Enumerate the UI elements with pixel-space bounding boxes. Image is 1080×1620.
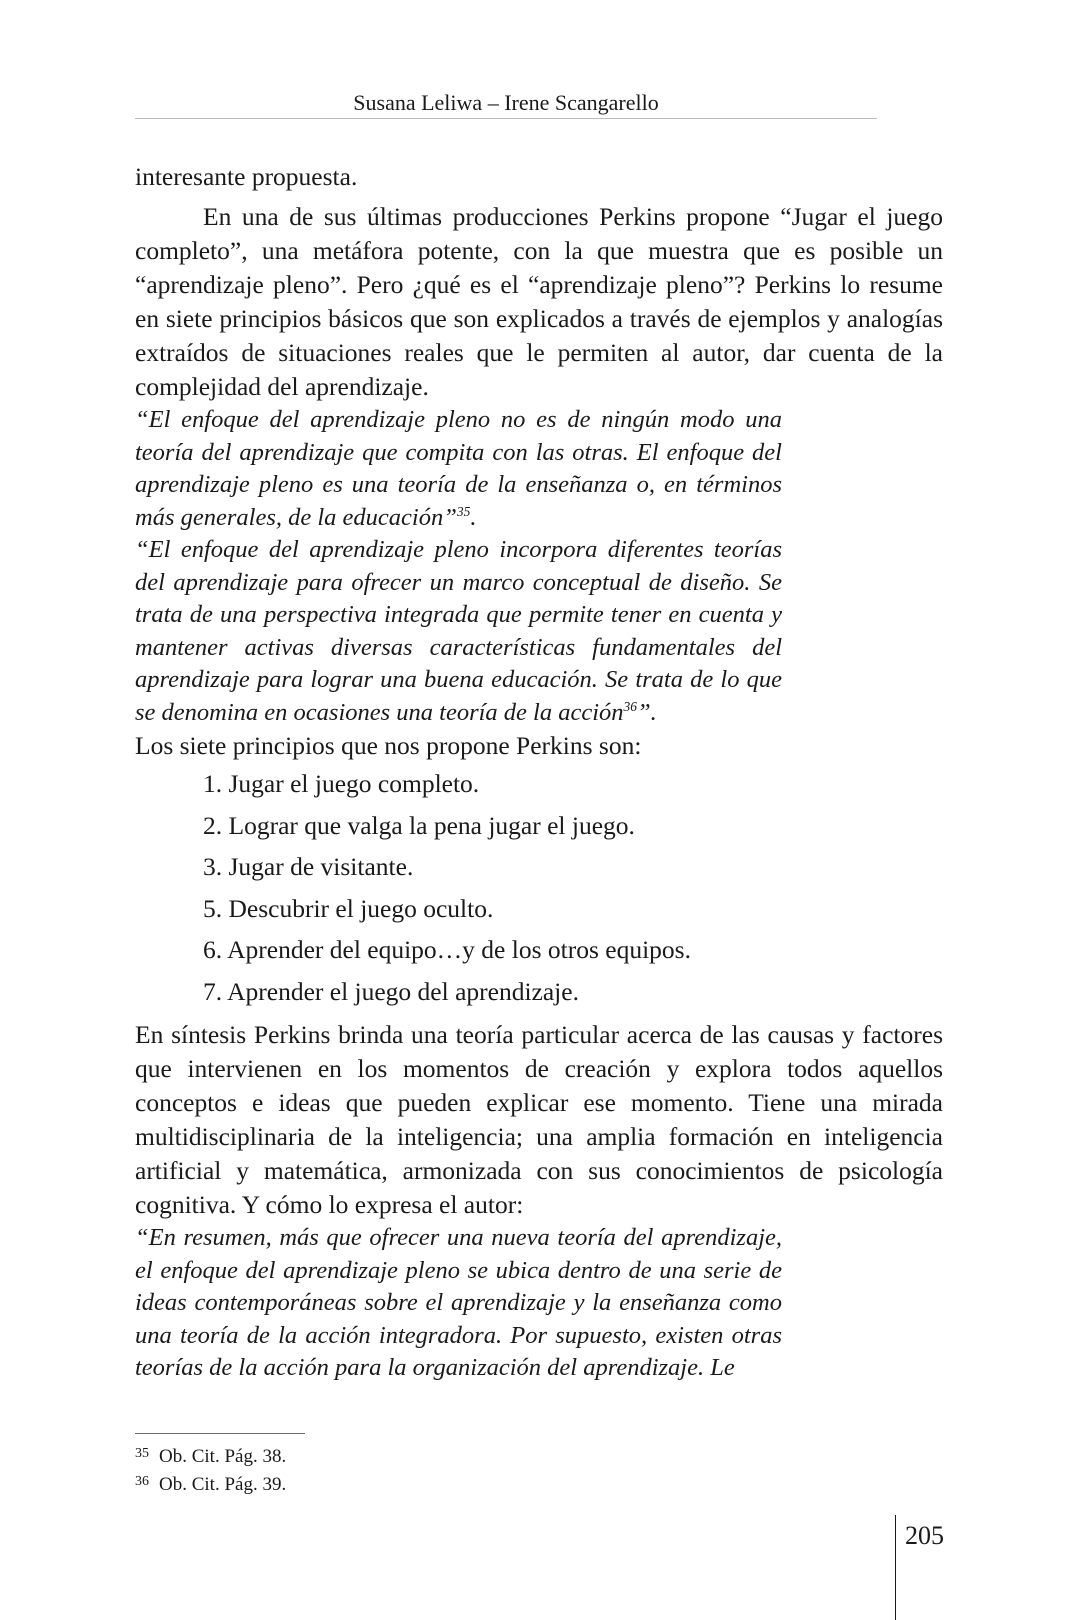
paragraph-synthesis: En síntesis Perkins brinda una teoría particular acerca de las causas y factores que intervienen en los momentos de creación y explora todos aquellos conceptos e ideas que pueden explicar ese momento. Tiene una mirada multidisciplinaria de la inteligencia; una amplia formación en inteligencia artificial y matemática, armonizada con sus conocimientos de psicología cognitiva. Y cómo lo expresa el autor: xyxy=(135,1020,943,1219)
list-item: 2. Lograr que valga la pena jugar el juego. xyxy=(203,810,635,840)
quote-1-text: “El enfoque del aprendizaje pleno no es de ningún modo una teoría del aprendizaje que compita con las otras. El enfoque del aprendizaje pleno es una teoría de la enseñanza o, en términos más generales, de la educación” xyxy=(135,406,782,531)
block-quote-3: “En resumen, más que ofrecer una nueva teoría del aprendizaje, el enfoque del aprendizaje pleno se ubica dentro de una serie de ideas contemporáneas sobre el aprendizaje y la enseñanza como una teoría de la acción integradora. Por supuesto, existen otras teorías de la acción para la organización del aprendizaje. Le xyxy=(135,1224,782,1381)
paragraph-perkins-intro: En una de sus últimas producciones Perkins propone “Jugar el juego completo”, una metáfora potente, con la que muestra que es posible un “aprendizaje pleno”. Pero ¿qué es el “aprendizaje pleno”? Perkins lo resume en siete principios básicos que son explicados a través de ejemplos y analogías extraídos de situaciones reales que le permiten al autor, dar cuenta de la complejidad del aprendizaje. xyxy=(135,202,943,401)
quote-2-end: ”. xyxy=(637,698,657,726)
footnote-text: Ob. Cit. Pág. 39. xyxy=(159,1474,287,1495)
footnote-35 xyxy=(135,1441,635,1469)
list-item: 5. Descubrir el juego oculto. xyxy=(203,893,494,923)
principles-list xyxy=(203,763,943,1012)
header-divider xyxy=(135,118,877,119)
list-item: 1. Jugar el juego completo. xyxy=(203,769,480,798)
list-item: 3. Jugar de visitante. xyxy=(203,852,414,881)
footnote-36 xyxy=(135,1469,635,1497)
footnote-number: 36 xyxy=(135,1474,149,1489)
page-number: 205 xyxy=(905,1521,944,1550)
footnote-ref-35[interactable]: 35 xyxy=(456,503,471,519)
running-header: Susana Leliwa – Irene Scangarello xyxy=(353,90,659,115)
page-body xyxy=(135,160,943,1385)
footnote-ref-36[interactable]: 36 xyxy=(623,698,638,714)
quote-2-text: “El enfoque del aprendizaje pleno incorpora diferentes teorías del aprendizaje para ofrecer un marco conceptual de diseño. Se trata de una perspectiva integrada que permite tener en cuenta y mantener activas diversas características fundamentales del aprendizaje para lograr una buena educación. Se trata de lo que se denomina en ocasiones una teoría de la acción xyxy=(135,536,782,726)
footnote-divider xyxy=(135,1433,305,1434)
list-item: 7. Aprender el juego del aprendizaje. xyxy=(203,976,579,1006)
block-quote-2 xyxy=(135,534,782,729)
list-item: 6. Aprender del equipo…y de los otros equipos. xyxy=(203,935,691,964)
footnotes xyxy=(135,1441,635,1497)
footnote-number: 35 xyxy=(135,1446,149,1461)
page-number-divider xyxy=(895,1515,896,1620)
quote-1-end: . xyxy=(470,503,477,531)
block-quote-1 xyxy=(135,404,782,534)
paragraph-principles-intro: Los siete principios que nos propone Perkins son: xyxy=(135,731,642,760)
paragraph-continuation: interesante propuesta. xyxy=(135,162,358,191)
footnote-text: Ob. Cit. Pág. 38. xyxy=(159,1446,287,1467)
